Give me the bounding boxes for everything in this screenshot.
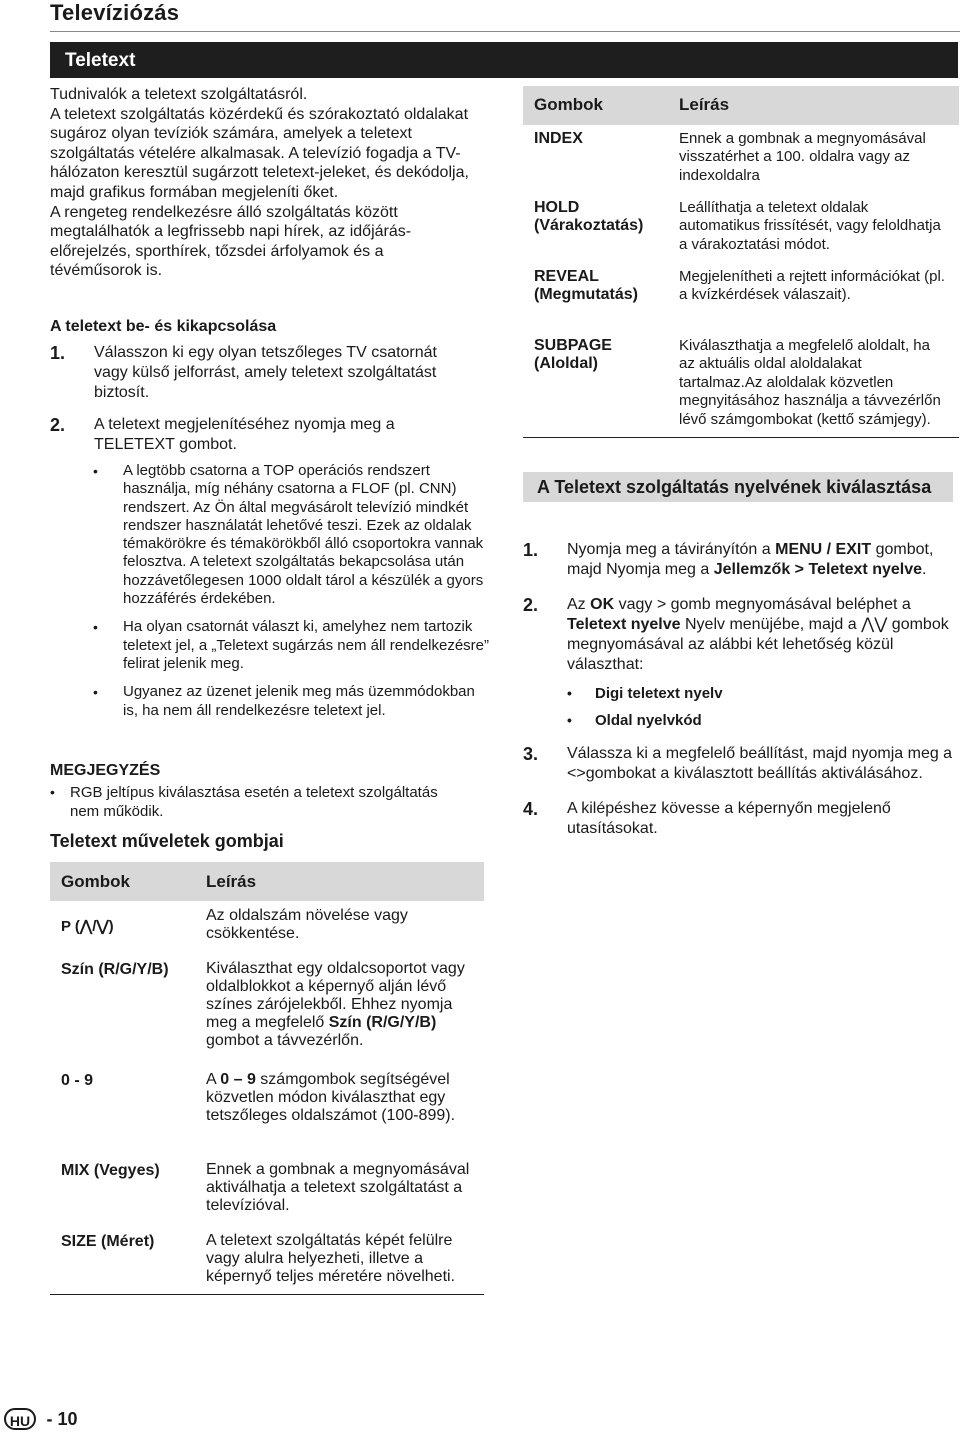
intro-p1: Tudnivalók a teletext szolgáltatásról. <box>50 86 308 103</box>
bullet-dot: • <box>93 684 98 701</box>
keys-table <box>523 86 959 438</box>
column-header: Gombok <box>523 86 668 125</box>
bullet-text: A legtöbb csatorna a TOP operációs rendszert használja, míg néhány csatorna a FLOF (pl. CNN) rendszert. Az Ön által megvásárolt televízió mindkét rendszer használatát lehetővé teszi. Ezek az oldalak témakörökre és témakörökből álló csoportokra vannak felosztva. A teletext szolgáltatás bekapcsolása után hozzávetőlegesen 1000 oldalt tárol a készülék a gyors hozzáférés érdekében. <box>123 462 484 608</box>
teletext-key: TELETEXT <box>94 436 175 453</box>
chevron-right-icon: > <box>794 561 805 578</box>
header-divider <box>50 31 960 32</box>
desc-text: számgombok segítségével közvetlen módon kiválaszthat egy tetszőleges oldalszámot (100-899). <box>206 1071 456 1124</box>
color-key-label: Szín (R/G/Y/B) <box>328 1014 437 1031</box>
list-item <box>93 618 493 673</box>
step-text: Válassza ki a megfelelő beállítást, majd nyomja meg a <>gombokat a kiválasztott beállítás aktiválásához. <box>567 745 953 782</box>
table-row <box>523 265 959 334</box>
step-text: . <box>922 561 927 578</box>
onoff-bullets <box>93 462 493 720</box>
list-item <box>93 462 493 608</box>
key-cell: Szín (R/G/Y/B) <box>61 961 169 978</box>
key-cell: SUBPAGE (Aloldal) <box>534 337 612 373</box>
desc-cell: Kiválaszthatja a megfelelő aloldalt, ha az aktuális oldal aloldalakat tartalmaz.Az aloldalak közvetlen megnyitásához használja a távvezérlőn lévő számgombokat (kettő számjegy). <box>679 337 941 428</box>
step-number: 4. <box>523 799 539 819</box>
table-row <box>50 1066 484 1156</box>
lang-steps <box>523 540 953 839</box>
list-item <box>523 540 953 580</box>
step-1-text: Válasszon ki egy olyan tetszőleges TV csatornát vagy külső jelforrást, amely teletext szolgáltatást biztosít. <box>94 344 437 401</box>
bullet-text: Ha olyan csatornát választ ki, amelyhez nem tartozik teletext jel, a „Teletext sugárzás nem áll rendelkezésre” felirat jelenik meg. <box>123 618 490 672</box>
desc-text: Kiválaszthat egy oldalcsoportot vagy oldalblokkot a képernyő alján lévő színes zárójelekből. Ehhez nyomja meg a megfelelő <box>206 960 465 1031</box>
menu-path-teletext-language: Teletext nyelve <box>808 561 923 578</box>
table-row <box>523 196 959 265</box>
table-row <box>523 334 959 438</box>
table-row <box>50 901 484 955</box>
desc-text: gombot a távvezérlőn. <box>206 1032 364 1049</box>
lang-heading-box <box>523 472 953 502</box>
bullet-dot: • <box>93 619 98 636</box>
step-text: Nyomja meg a távirányítón a <box>567 541 771 558</box>
bullet-dot: • <box>50 784 55 800</box>
step-text: gombok megnyomásával az alábbi két lehetőség közül választhat: <box>567 616 949 673</box>
intro-p3: A rengeteg rendelkezésre álló szolgáltatás között megtalálhatók a legfrissebb napi hírek, az időjárás-előrejelzés, sporthírek, tőzsdei árfolyamok és a tévéműsorok is. <box>50 203 412 280</box>
desc-cell: A teletext szolgáltatás képét felülre vagy alulra helyezheti, illetve a képernyő teljes méretére növelheti. <box>206 1232 456 1285</box>
number-key-label: 0 – 9 <box>220 1071 256 1088</box>
table-row <box>523 125 959 196</box>
desc-cell: Ennek a gombnak a megnyomásával visszatérhet a 100. oldalra vagy az indexoldalra <box>679 130 926 184</box>
desc-cell <box>195 955 484 1066</box>
list-item <box>523 799 953 839</box>
step-text: vagy > gomb megnyomásával beléphet a <box>618 596 911 613</box>
key-cell: MIX (Vegyes) <box>61 1162 160 1179</box>
step-text: Nyelv menüjébe, majd a <box>685 616 857 633</box>
key-cell: HOLD (Várakoztatás) <box>534 199 644 235</box>
ok-key: OK <box>590 596 615 613</box>
note-text: RGB jeltípus kiválasztása esetén a teletext szolgáltatás nem működik. <box>70 784 438 820</box>
desc-cell: Leállíthatja a teletext oldalak automatikus frissítését, vagy feloldhatja a várakoztatási módot. <box>679 199 941 253</box>
step-2-text-c: gombot. <box>179 436 237 453</box>
list-item <box>93 683 493 720</box>
onoff-heading: A teletext be- és kikapcsolása <box>50 318 277 335</box>
step-number: 1. <box>523 540 539 560</box>
up-down-arrows-icon: ⋀⋁ <box>861 616 888 633</box>
onoff-steps <box>50 343 480 463</box>
list-item <box>523 684 953 703</box>
desc-cell: Ennek a gombnak a megnyomásával aktiválhatja a teletext szolgáltatást a televízióval. <box>206 1161 470 1214</box>
desc-text: A <box>206 1071 216 1088</box>
bullet-dot: • <box>567 685 572 701</box>
step-2-text <box>94 415 474 455</box>
option-label: Oldal nyelvkód <box>595 712 702 729</box>
ops-table <box>50 862 484 1295</box>
key-cell: SIZE (Méret) <box>61 1233 155 1250</box>
menu-path-features: Jellemzők <box>713 561 791 578</box>
section-bar <box>50 42 958 78</box>
intro-p2: A teletext szolgáltatás közérdekű és szórakoztató oldalakat sugároz olyan tevíziók számára, amelyek a teletext szolgáltatás vételére alkalmasak. A televízió fogadja a TV-hálózaton keresztül sugárzott teletext-jeleket, és dekódolja, majd grafikus formában megjeleníti őket. <box>50 105 469 201</box>
column-header: Gombok <box>50 862 195 901</box>
bullet-dot: • <box>567 712 572 728</box>
key-cell: 0 - 9 <box>61 1072 94 1089</box>
key-cell: REVEAL (Megmutatás) <box>534 268 639 304</box>
step-number: 2. <box>523 595 539 615</box>
list-item <box>523 744 953 784</box>
page-footer <box>4 1408 77 1434</box>
table-header-row <box>523 86 959 125</box>
table-row <box>50 1227 484 1295</box>
bullet-dot: • <box>93 463 98 479</box>
menu-teletext-language: Teletext nyelve <box>567 616 681 633</box>
step-text: Az <box>567 596 586 613</box>
table-row <box>50 1156 484 1227</box>
ops-heading: Teletext műveletek gombjai <box>50 831 284 851</box>
column-header: Leírás <box>195 862 484 901</box>
note-heading: MEGJEGYZÉS <box>50 762 161 779</box>
step-number: 3. <box>523 744 539 764</box>
desc-cell <box>195 1066 484 1156</box>
page-number: - 10 <box>46 1408 78 1429</box>
option-label: Digi teletext nyelv <box>595 685 723 702</box>
key-cell: INDEX <box>534 130 583 147</box>
step-text: A kilépéshez kövesse a képernyőn megjelenő utasításokat. <box>567 800 891 837</box>
step-number: 1. <box>50 343 66 363</box>
key-cell: P (⋀/⋁) <box>61 918 114 935</box>
bullet-text: Ugyanez az üzenet jelenik meg más üzemmódokban is, ha nem áll rendelkezésre teletext jel. <box>123 683 475 719</box>
step-text: gombot, majd Nyomja meg a <box>567 541 934 578</box>
page-title: Televíziózás <box>50 0 180 25</box>
intro <box>50 85 470 281</box>
note-list <box>50 783 450 821</box>
list-item <box>523 711 953 730</box>
step-number: 2. <box>50 415 66 435</box>
table-header-row <box>50 862 484 901</box>
table-row <box>50 955 484 1066</box>
list-item <box>523 595 953 675</box>
column-header: Leírás <box>668 86 959 125</box>
desc-cell: Az oldalszám növelése vagy csökkentése. <box>206 907 408 942</box>
section-title: Teletext <box>65 50 136 71</box>
lang-heading: A Teletext szolgáltatás nyelvének kiválasztása <box>537 477 932 497</box>
country-badge: HU <box>4 1408 36 1430</box>
menu-exit-key: MENU / EXIT <box>775 541 872 558</box>
desc-cell: Megjelenítheti a rejtett információkat (pl. a kvízkérdések válaszait). <box>679 268 945 304</box>
step-2-text-a: A teletext megjelenítéséhez nyomja meg a <box>94 416 395 433</box>
list-item <box>50 783 450 821</box>
